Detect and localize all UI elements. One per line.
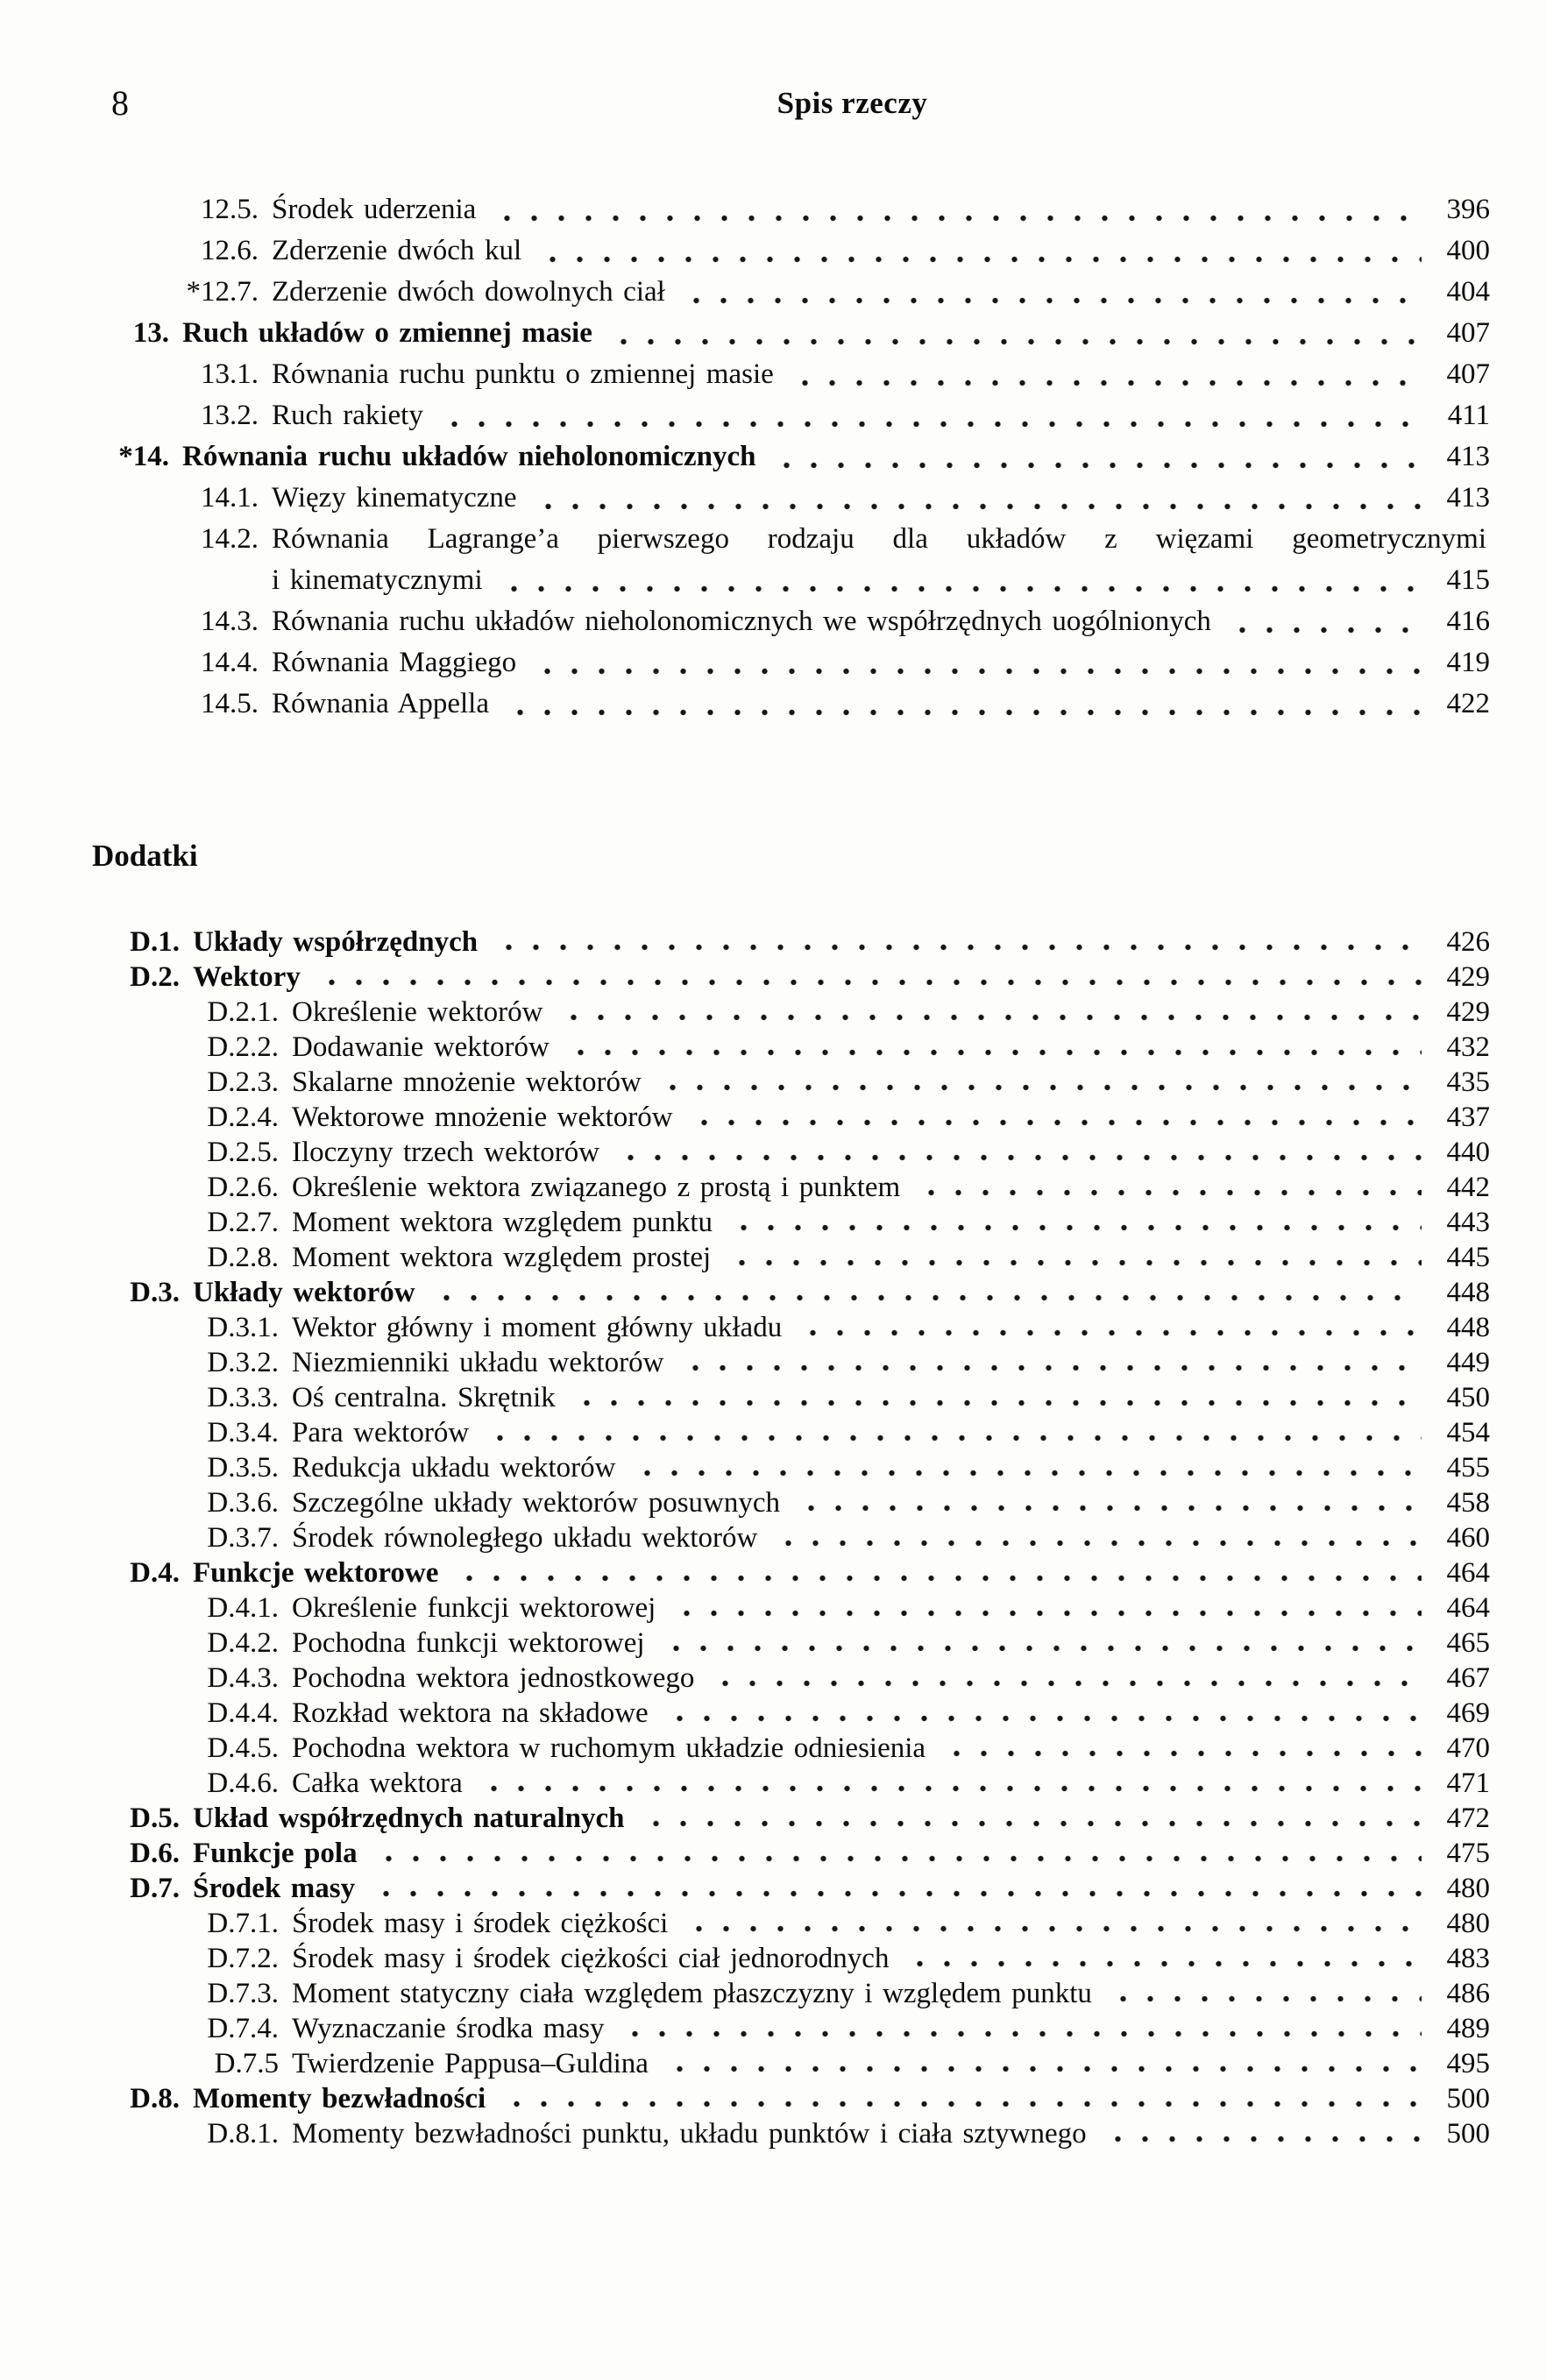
dotted-leader: [788, 378, 1422, 388]
toc-entry: [92, 684, 1490, 725]
entry-number: D.2.8.: [207, 1242, 279, 1273]
entry-title: Równania ruchu układów nieholonomicznych: [182, 441, 756, 472]
dotted-leader: [687, 1117, 1422, 1128]
dotted-leader: [679, 295, 1422, 306]
entry-page-number: 489: [1446, 2013, 1490, 2044]
entry-page-number: 454: [1446, 1417, 1490, 1449]
toc-entry: [92, 642, 1490, 684]
entry-number: D.7.1.: [207, 1908, 279, 1939]
entry-title: Wektorowe mnożenie wektorów: [292, 1101, 673, 1133]
toc-entry: [92, 478, 1490, 519]
entry-page-number: 500: [1446, 2118, 1490, 2150]
entry-page-number: 483: [1446, 1943, 1490, 1974]
entry-number: D.7.4.: [207, 2013, 279, 2044]
entry-page-number: 455: [1446, 1452, 1490, 1484]
entry-number: D.7.: [130, 1873, 180, 1904]
dotted-leader: [530, 666, 1422, 676]
dotted-leader: [613, 1152, 1422, 1163]
entry-page-number: 419: [1446, 647, 1490, 678]
toc-entry: [92, 995, 1490, 1030]
dotted-leader: [670, 1608, 1422, 1619]
toc-entry: [92, 1415, 1490, 1450]
toc-entry: [92, 189, 1490, 230]
entry-title: Momenty bezwładności: [193, 2083, 486, 2114]
toc-entry: [92, 519, 1490, 560]
dotted-leader: [535, 254, 1422, 265]
entry-page-number: 440: [1446, 1137, 1490, 1168]
entry-number: D.2.: [130, 961, 180, 993]
entry-page-number: 448: [1446, 1277, 1490, 1308]
entry-number: D.8.: [130, 2083, 180, 2114]
page-number: 8: [111, 83, 129, 123]
toc-entry: [92, 1345, 1490, 1380]
entry-number: 13.: [132, 317, 169, 349]
entry-title: Środek uderzenia: [272, 194, 477, 225]
entry-title: Funkcje wektorowe: [193, 1557, 439, 1589]
entry-title: Para wektorów: [292, 1417, 470, 1449]
entry-page-number: 429: [1446, 961, 1490, 993]
entry-number: 13.2.: [201, 400, 259, 431]
dotted-leader: [452, 1573, 1422, 1583]
dotted-leader: [606, 336, 1422, 347]
dotted-leader: [618, 2029, 1422, 2039]
entry-number: D.3.7.: [207, 1522, 279, 1554]
entry-title: Momenty bezwładności punktu, układu punktów i ciała sztywnego: [292, 2118, 1087, 2150]
entry-title: Zderzenie dwóch dowolnych ciał: [272, 276, 665, 308]
toc-entry: [92, 1065, 1490, 1100]
entry-number: D.4.6.: [207, 1767, 279, 1799]
entry-page-number: 407: [1446, 358, 1490, 390]
toc-entry: [92, 1941, 1490, 1976]
entry-title: Skalarne mnożenie wektorów: [292, 1066, 642, 1098]
dotted-leader: [940, 1748, 1422, 1759]
dotted-leader: [429, 1293, 1422, 1303]
toc-entry: [92, 313, 1490, 354]
entry-page-number: 429: [1446, 996, 1490, 1028]
entry-page-number: 435: [1446, 1066, 1490, 1098]
toc-entry: [92, 2116, 1490, 2151]
toc-entry: [92, 924, 1490, 960]
entry-page-number: 464: [1446, 1592, 1490, 1624]
dotted-leader: [727, 1222, 1422, 1233]
dotted-leader: [639, 1818, 1422, 1829]
entry-number: D.5.: [130, 1803, 180, 1834]
dotted-leader: [682, 1923, 1422, 1934]
entry-number: D.3.: [130, 1277, 180, 1308]
entry-title: Moment statyczny ciała względem płaszczyzny i względem punktu: [292, 1978, 1092, 2009]
entry-page-number: 437: [1446, 1101, 1490, 1133]
dotted-leader: [490, 213, 1422, 223]
entry-title: Określenie wektora związanego z prostą i punktem: [292, 1172, 901, 1203]
toc-entry: [92, 1380, 1490, 1415]
entry-page-number: 432: [1446, 1031, 1490, 1063]
entry-title: Pochodna funkcji wektorowej: [292, 1627, 645, 1659]
entry-title: Równania Lagrange’a pierwszego rodzaju dla układów z więzami geometrycznymi: [272, 523, 1486, 555]
toc-entry: [92, 1520, 1490, 1555]
entry-title: Określenie wektorów: [292, 996, 543, 1028]
dotted-leader: [369, 1888, 1422, 1899]
toc-entry: [92, 1030, 1490, 1065]
dotted-leader: [659, 1643, 1422, 1654]
entry-page-number: 426: [1446, 926, 1490, 958]
dotted-leader: [656, 1082, 1422, 1093]
entry-title: Iloczyny trzech wektorów: [292, 1137, 600, 1168]
entry-page-number: 470: [1446, 1732, 1490, 1764]
entry-page-number: 407: [1446, 317, 1490, 349]
entry-number: D.2.3.: [207, 1066, 279, 1098]
entry-title: Pochodna wektora jednostkowego: [292, 1662, 695, 1694]
entry-page-number: 413: [1446, 441, 1490, 472]
entry-page-number: 464: [1446, 1557, 1490, 1589]
entry-page-number: 450: [1446, 1382, 1490, 1413]
toc-entry: [92, 272, 1490, 313]
entry-title: Środek równoległego układu wektorów: [292, 1522, 758, 1554]
toc-entry: [92, 560, 1490, 601]
entry-number: D.8.1.: [207, 2118, 279, 2150]
entry-number: D.2.2.: [207, 1031, 279, 1063]
entry-title: Dodawanie wektorów: [292, 1031, 550, 1063]
entry-page-number: 411: [1447, 400, 1490, 431]
entry-number: *14.: [118, 441, 169, 472]
entry-number: *12.7.: [186, 276, 259, 308]
toc-entry: [92, 1310, 1490, 1345]
table-of-contents: [92, 189, 1490, 2151]
entry-page-number: 458: [1446, 1487, 1490, 1519]
entry-title: Więzy kinematyczne: [272, 482, 517, 514]
entry-number: 12.6.: [201, 235, 259, 266]
entry-number: D.7.3.: [207, 1978, 279, 2009]
entry-title: i kinematycznymi: [272, 564, 483, 596]
entry-title: Środek masy: [193, 1873, 356, 1904]
dotted-leader: [796, 1328, 1422, 1338]
dotted-leader: [372, 1853, 1422, 1864]
entry-title: Układ współrzędnych naturalnych: [193, 1803, 625, 1834]
entry-number: 14.2.: [201, 523, 259, 555]
entry-number: D.6.: [130, 1838, 180, 1869]
entry-number: D.2.1.: [207, 996, 279, 1028]
entry-number: 14.1.: [201, 482, 259, 514]
dotted-leader: [570, 1398, 1422, 1408]
entry-title: Równania Appella: [272, 688, 489, 719]
toc-entry: [92, 2046, 1490, 2081]
toc-entry: [92, 1100, 1490, 1135]
section-heading: Dodatki: [92, 839, 198, 873]
running-title: Spis rzeczy: [777, 86, 928, 120]
entry-number: 13.1.: [201, 358, 259, 390]
entry-title: Niezmienniki układu wektorów: [292, 1347, 664, 1378]
entry-title: Wektory: [193, 961, 301, 993]
toc-entry: [92, 395, 1490, 436]
entry-page-number: 480: [1446, 1873, 1490, 1904]
toc-entry: [92, 436, 1490, 478]
dotted-leader: [914, 1187, 1422, 1198]
entry-number: D.3.3.: [207, 1382, 279, 1413]
entry-page-number: 460: [1446, 1522, 1490, 1554]
entry-title: Moment wektora względem prostej: [292, 1242, 712, 1273]
entry-title: Układy wektorów: [193, 1277, 415, 1308]
dotted-leader: [794, 1503, 1422, 1513]
entry-number: 12.5.: [201, 194, 259, 225]
entry-title: Równania ruchu punktu o zmiennej masie: [272, 358, 774, 390]
entry-title: Rozkład wektora na składowe: [292, 1697, 649, 1729]
entry-number: D.2.5.: [207, 1137, 279, 1168]
entry-page-number: 443: [1446, 1207, 1490, 1238]
entry-number: D.1.: [130, 926, 180, 958]
dotted-leader: [1106, 1994, 1422, 2004]
toc-entry: [92, 2081, 1490, 2116]
dotted-leader: [725, 1257, 1422, 1268]
entry-title: Równania ruchu układów nieholonomicznych we współrzędnych uogólnionych: [272, 606, 1211, 637]
dotted-leader: [500, 2099, 1422, 2109]
toc-entry: [92, 1275, 1490, 1310]
dotted-leader: [663, 1713, 1422, 1724]
dotted-leader: [630, 1468, 1422, 1478]
entry-number: D.4.: [130, 1557, 180, 1589]
entry-title: Pochodna wektora w ruchomym układzie odniesienia: [292, 1732, 926, 1764]
entry-page-number: 500: [1446, 2083, 1490, 2114]
toc-entry: [92, 1801, 1490, 1836]
toc-entry: [92, 1976, 1490, 2011]
toc-entry: [92, 1485, 1490, 1520]
dotted-leader: [492, 942, 1422, 953]
entry-number: 14.4.: [201, 647, 259, 678]
entry-title: Środek masy i środek ciężkości: [292, 1908, 669, 1939]
entry-title: Funkcje pola: [193, 1838, 358, 1869]
entry-number: D.4.2.: [207, 1627, 279, 1659]
toc-section-dodatki: [92, 837, 1490, 2151]
entry-number: 14.3.: [201, 606, 259, 637]
entry-number: D.2.7.: [207, 1207, 279, 1238]
toc-entry: [92, 1696, 1490, 1731]
entry-number: D.4.1.: [207, 1592, 279, 1624]
entry-title: Wyznaczanie środka masy: [292, 2013, 605, 2044]
entry-title: Ruch układów o zmiennej masie: [182, 317, 592, 349]
dotted-leader: [315, 977, 1422, 988]
dotted-leader: [564, 1047, 1422, 1058]
entry-page-number: 404: [1446, 276, 1490, 308]
dotted-leader: [503, 707, 1422, 718]
dotted-leader: [437, 419, 1422, 429]
toc-entry: [92, 1135, 1490, 1170]
entry-page-number: 445: [1446, 1242, 1490, 1273]
entry-number: 14.5.: [201, 688, 259, 719]
toc-entry: [92, 1626, 1490, 1661]
toc-entry: [92, 230, 1490, 272]
entry-page-number: 400: [1446, 235, 1490, 266]
toc-entry: [92, 1170, 1490, 1205]
entry-number: D.4.3.: [207, 1662, 279, 1694]
entry-page-number: 486: [1446, 1978, 1490, 2009]
entry-title: Redukcja układu wektorów: [292, 1452, 616, 1484]
entry-title: Równania Maggiego: [272, 647, 517, 678]
entry-number: D.3.1.: [207, 1312, 279, 1343]
dotted-leader: [708, 1678, 1422, 1689]
dotted-leader: [1101, 2134, 1422, 2144]
entry-page-number: 480: [1446, 1908, 1490, 1939]
toc-entry: [92, 1766, 1490, 1801]
entry-page-number: 475: [1446, 1838, 1490, 1869]
entry-number: D.2.4.: [207, 1101, 279, 1133]
dotted-leader: [678, 1363, 1422, 1373]
toc-entry: [92, 960, 1490, 995]
toc-entry: [92, 1240, 1490, 1275]
dotted-leader: [483, 1433, 1422, 1443]
toc-entry: [92, 601, 1490, 642]
entry-number: D.4.5.: [207, 1732, 279, 1764]
entry-title: Szczególne układy wektorów posuwnych: [292, 1487, 781, 1519]
dotted-leader: [771, 1538, 1422, 1548]
entry-page-number: 416: [1446, 606, 1490, 637]
toc-entry: [92, 1906, 1490, 1941]
entry-title: Określenie funkcji wektorowej: [292, 1592, 656, 1624]
entry-title: Twierdzenie Pappusa–Guldina: [292, 2048, 649, 2079]
entry-page-number: 469: [1446, 1697, 1490, 1729]
entry-number: D.7.5: [214, 2048, 279, 2079]
entry-page-number: 471: [1446, 1767, 1490, 1799]
entry-title: Układy współrzędnych: [193, 926, 479, 958]
toc-entry: [92, 1871, 1490, 1906]
entry-title: Całka wektora: [292, 1767, 463, 1799]
entry-page-number: 449: [1446, 1347, 1490, 1378]
entry-page-number: 422: [1446, 688, 1490, 719]
toc-entry: [92, 354, 1490, 395]
dotted-leader: [769, 460, 1422, 471]
dotted-leader: [903, 1959, 1422, 1969]
toc-entry: [92, 1731, 1490, 1766]
dotted-leader: [663, 2064, 1422, 2074]
entry-title: Ruch rakiety: [272, 400, 423, 431]
entry-title: Środek masy i środek ciężkości ciał jednorodnych: [292, 1943, 890, 1974]
entry-page-number: 495: [1446, 2048, 1490, 2079]
entry-page-number: 413: [1446, 482, 1490, 514]
toc-entry: [92, 1450, 1490, 1485]
entry-number: D.4.4.: [207, 1697, 279, 1729]
page-header: [92, 81, 1490, 126]
entry-number: D.3.5.: [207, 1452, 279, 1484]
toc-entry: [92, 1836, 1490, 1871]
entry-number: D.3.2.: [207, 1347, 279, 1378]
entry-page-number: 396: [1446, 194, 1490, 225]
dotted-leader: [477, 1783, 1422, 1794]
toc-section-main: [92, 189, 1490, 725]
toc-entry: [92, 1555, 1490, 1590]
toc-entry: [92, 1590, 1490, 1626]
entry-page-number: 442: [1446, 1172, 1490, 1203]
entry-page-number: 448: [1446, 1312, 1490, 1343]
entry-number: D.7.2.: [207, 1943, 279, 1974]
toc-entry: [92, 2011, 1490, 2046]
dotted-leader: [1225, 625, 1422, 635]
entry-number: D.2.6.: [207, 1172, 279, 1203]
entry-page-number: 467: [1446, 1662, 1490, 1694]
dotted-leader: [531, 501, 1422, 512]
entry-title: Wektor główny i moment główny układu: [292, 1312, 783, 1343]
entry-title: Oś centralna. Skrętnik: [292, 1382, 556, 1413]
dotted-leader: [557, 1012, 1422, 1023]
entry-page-number: 465: [1446, 1627, 1490, 1659]
dotted-leader: [497, 584, 1422, 594]
entry-number: D.3.4.: [207, 1417, 279, 1449]
toc-entry: [92, 1205, 1490, 1240]
entry-number: D.3.6.: [207, 1487, 279, 1519]
entry-title: Moment wektora względem punktu: [292, 1207, 713, 1238]
entry-page-number: 472: [1446, 1803, 1490, 1834]
toc-entry: [92, 1661, 1490, 1696]
entry-title: Zderzenie dwóch kul: [272, 235, 522, 266]
entry-page-number: 415: [1446, 564, 1490, 596]
